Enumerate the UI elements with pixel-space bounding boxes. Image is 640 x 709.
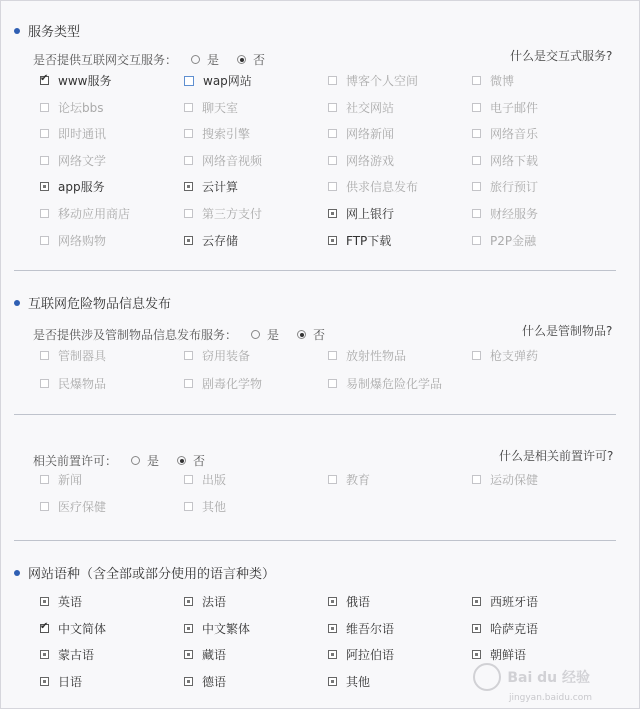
option-label: 哈萨克语 [490,621,539,636]
service-option[interactable] [328,125,394,142]
service-option[interactable] [472,152,538,169]
service-option[interactable] [184,99,238,116]
option-label: 西班牙语 [490,595,539,609]
service-option[interactable] [184,178,238,195]
permit-option[interactable] [40,498,106,515]
option-label: 易制爆危险化学品 [346,377,443,391]
controlled-help-link[interactable]: 什么是管制物品? [522,324,613,338]
checkbox[interactable] [184,597,193,606]
option-label: 其他 [202,500,227,514]
checkbox[interactable] [328,351,337,360]
service-option[interactable] [472,178,538,195]
option-label: 旅行预订 [490,180,539,195]
controlled-question-label: 是否提供涉及管制物品信息发布服务： [33,328,238,342]
option-label: 新闻 [58,473,83,487]
checkbox[interactable] [328,156,337,165]
checkbox[interactable] [40,76,49,85]
watermark-brand: Bai du 经验 [507,670,590,686]
service-option[interactable] [184,125,250,142]
service-option[interactable] [472,232,536,249]
checkbox[interactable] [472,236,481,245]
service-option[interactable] [472,205,538,222]
option-label: 管制器具 [58,349,107,363]
service-option[interactable] [184,205,262,222]
option-label: 俄语 [346,595,371,609]
interactive-service-question [33,51,269,68]
language-option[interactable] [184,620,250,637]
option-label: www服务 [58,74,112,88]
language-option[interactable] [184,593,226,610]
option-label: 网络新闻 [346,127,395,142]
permit-yes-radio[interactable] [131,456,140,465]
option-label: 网络游戏 [346,153,395,168]
language-option[interactable] [40,620,106,637]
checkbox[interactable] [40,624,49,633]
checkbox[interactable] [40,650,49,659]
option-label: 剧毒化学物 [202,377,263,391]
option-label: 窃用装备 [202,349,251,363]
checkbox[interactable] [184,209,193,218]
service-option[interactable] [40,178,105,195]
option-label: 日语 [58,674,83,689]
service-option[interactable] [472,99,538,116]
option-label: 网络音视频 [202,153,263,168]
language-title [14,563,275,582]
option-label: FTP下载 [346,233,392,248]
baidu-watermark [473,663,590,691]
checkbox[interactable] [40,351,49,360]
option-label: 网上银行 [346,207,395,221]
option-label: app服务 [58,180,105,195]
interactive-question-label: 是否提供互联网交互服务： [33,53,178,67]
controlled-goods-question [33,326,329,343]
service-option[interactable] [40,205,130,222]
option-label: 藏语 [202,648,227,662]
option-label: 维吾尔语 [346,621,395,636]
language-option[interactable] [472,593,538,610]
checkbox[interactable] [472,76,481,85]
option-label: P2P金融 [490,233,537,248]
checkbox[interactable] [328,597,337,606]
checkbox[interactable] [328,209,337,218]
permit-option[interactable] [472,471,538,488]
checkbox[interactable] [328,76,337,85]
checkbox[interactable] [328,475,337,484]
option-label: 英语 [58,595,83,609]
option-label: 论坛bbs [58,100,104,115]
option-label: 网络下载 [490,153,539,168]
checkbox[interactable] [40,103,49,112]
checkbox[interactable] [40,236,49,245]
controlled-no-label: 否 [313,328,326,342]
service-option[interactable] [40,232,106,249]
danger-option[interactable] [184,375,262,392]
option-label: 供求信息发布 [346,180,419,195]
checkbox[interactable] [472,156,481,165]
permit-no-label: 否 [193,454,206,468]
danger-option[interactable] [472,347,538,364]
language-option[interactable] [328,620,394,637]
checkbox[interactable] [184,351,193,360]
pre-permit-section [0,415,640,540]
checkbox[interactable] [472,624,481,633]
service-option[interactable] [184,232,238,249]
language-option[interactable] [472,620,538,637]
option-label: 财经服务 [490,207,539,221]
language-option[interactable] [328,593,370,610]
service-option[interactable] [472,125,538,142]
danger-option[interactable] [40,347,106,364]
checkbox[interactable] [40,156,49,165]
service-option[interactable] [40,125,106,142]
language-option[interactable] [328,646,394,663]
controlled-yes-radio[interactable] [251,330,260,339]
language-option[interactable] [472,646,526,663]
option-label: 枪支弹药 [490,349,539,363]
checkbox[interactable] [40,677,49,686]
checkbox[interactable] [184,379,193,388]
service-option[interactable] [184,152,262,169]
language-option[interactable] [184,673,226,690]
checkbox[interactable] [472,129,481,138]
option-label: 民爆物品 [58,377,107,391]
language-option[interactable] [40,673,82,690]
interactive-no-radio[interactable] [237,55,246,64]
option-label: 博客个人空间 [346,74,419,88]
checkbox[interactable] [328,624,337,633]
option-label: 医疗保健 [58,500,107,514]
option-label: 电子邮件 [490,100,539,115]
permit-option[interactable] [184,471,226,488]
service-type-title-text: 服务类型 [28,25,81,40]
language-title-text: 网站语种（含全部或部分使用的语言种类） [28,567,276,582]
option-label: 云存储 [202,233,239,248]
permit-help-link[interactable]: 什么是相关前置许可? [499,449,614,463]
checkbox[interactable] [40,129,49,138]
dangerous-goods-grid [40,347,600,407]
option-label: 法语 [202,595,227,609]
checkbox[interactable] [328,182,337,191]
option-label: 教育 [346,473,371,487]
checkbox[interactable] [472,103,481,112]
option-label: 网络购物 [58,233,107,248]
option-label: 社交网站 [346,100,395,115]
dangerous-goods-title-text: 互联网危险物品信息发布 [28,297,172,312]
checkbox[interactable] [184,475,193,484]
option-label: 即时通讯 [58,127,107,142]
pre-permit-question-label: 相关前置许可： [33,454,118,468]
service-type-title [14,21,80,40]
controlled-no-radio[interactable] [297,330,306,339]
checkbox[interactable] [40,502,49,511]
service-type-grid [40,72,600,252]
checkbox[interactable] [328,379,337,388]
bullet-icon [14,28,20,34]
checkbox[interactable] [184,76,194,86]
baidu-paw-icon [473,663,501,691]
permit-option[interactable] [328,471,370,488]
option-label: 微博 [490,74,515,88]
option-label: wap网站 [203,74,252,88]
option-label: 搜索引擎 [202,127,251,142]
permit-yes-label: 是 [147,454,160,468]
controlled-yes-label: 是 [267,328,280,342]
service-option[interactable] [328,178,418,195]
checkbox[interactable] [328,103,337,112]
option-label: 云计算 [202,180,239,195]
pre-permit-question [33,452,209,469]
checkbox[interactable] [184,129,193,138]
checkbox[interactable] [472,209,481,218]
service-type-section [0,0,640,270]
checkbox[interactable] [40,597,49,606]
option-label: 蒙古语 [58,648,95,662]
service-option[interactable] [328,205,394,222]
checkbox[interactable] [472,182,481,191]
option-label: 网络文学 [58,153,107,168]
service-option[interactable] [328,99,394,116]
option-label: 网络音乐 [490,127,539,142]
option-label: 德语 [202,674,227,689]
option-label: 运动保健 [490,473,539,487]
checkbox[interactable] [472,475,481,484]
checkbox[interactable] [184,236,193,245]
option-label: 第三方支付 [202,207,263,221]
option-label: 中文繁体 [202,621,251,636]
language-option[interactable] [184,646,226,663]
checkbox[interactable] [184,624,193,633]
checkbox[interactable] [184,182,193,191]
checkbox[interactable] [472,351,481,360]
permit-no-radio[interactable] [177,456,186,465]
service-option[interactable] [328,72,418,89]
watermark-url: jingyan.baidu.com [508,693,592,703]
option-label: 其他 [346,674,371,689]
dangerous-goods-section [0,271,640,414]
option-label: 中文简体 [58,621,107,636]
interactive-yes-radio[interactable] [191,55,200,64]
checkbox[interactable] [40,379,49,388]
option-label: 出版 [202,473,227,487]
service-option[interactable] [328,152,394,169]
interactive-help-link[interactable]: 什么是交互式服务? [510,49,613,63]
checkbox[interactable] [40,475,49,484]
service-option[interactable] [184,72,252,89]
checkbox[interactable] [328,650,337,659]
interactive-yes-label: 是 [207,53,220,67]
service-option[interactable] [328,232,391,249]
checkbox[interactable] [184,156,193,165]
checkbox[interactable] [328,129,337,138]
danger-option[interactable] [328,347,406,364]
danger-option[interactable] [40,375,106,392]
checkbox[interactable] [40,182,49,191]
checkbox[interactable] [184,103,193,112]
language-option[interactable] [328,673,370,690]
language-option[interactable] [40,646,94,663]
service-option[interactable] [472,72,514,89]
checkbox[interactable] [40,209,49,218]
checkbox[interactable] [472,597,481,606]
service-option[interactable] [40,152,106,169]
permit-option[interactable] [184,498,226,515]
option-label: 聊天室 [202,100,239,115]
danger-option[interactable] [184,347,250,364]
option-label: 放射性物品 [346,349,407,363]
option-label: 阿拉伯语 [346,648,395,662]
service-option[interactable] [40,72,111,89]
option-label: 朝鲜语 [490,648,527,662]
checkbox[interactable] [184,650,193,659]
bullet-icon [14,300,20,306]
interactive-no-label: 否 [253,53,266,67]
permit-option[interactable] [40,471,82,488]
checkbox[interactable] [184,677,193,686]
dangerous-goods-title [14,293,171,312]
checkbox[interactable] [472,650,481,659]
danger-option[interactable] [328,375,442,392]
pre-permit-grid [40,471,600,531]
checkbox[interactable] [184,502,193,511]
service-option[interactable] [40,99,104,116]
bullet-icon [14,570,20,576]
option-label: 移动应用商店 [58,207,131,221]
language-option[interactable] [40,593,82,610]
checkbox[interactable] [328,677,337,686]
checkbox[interactable] [328,236,337,245]
